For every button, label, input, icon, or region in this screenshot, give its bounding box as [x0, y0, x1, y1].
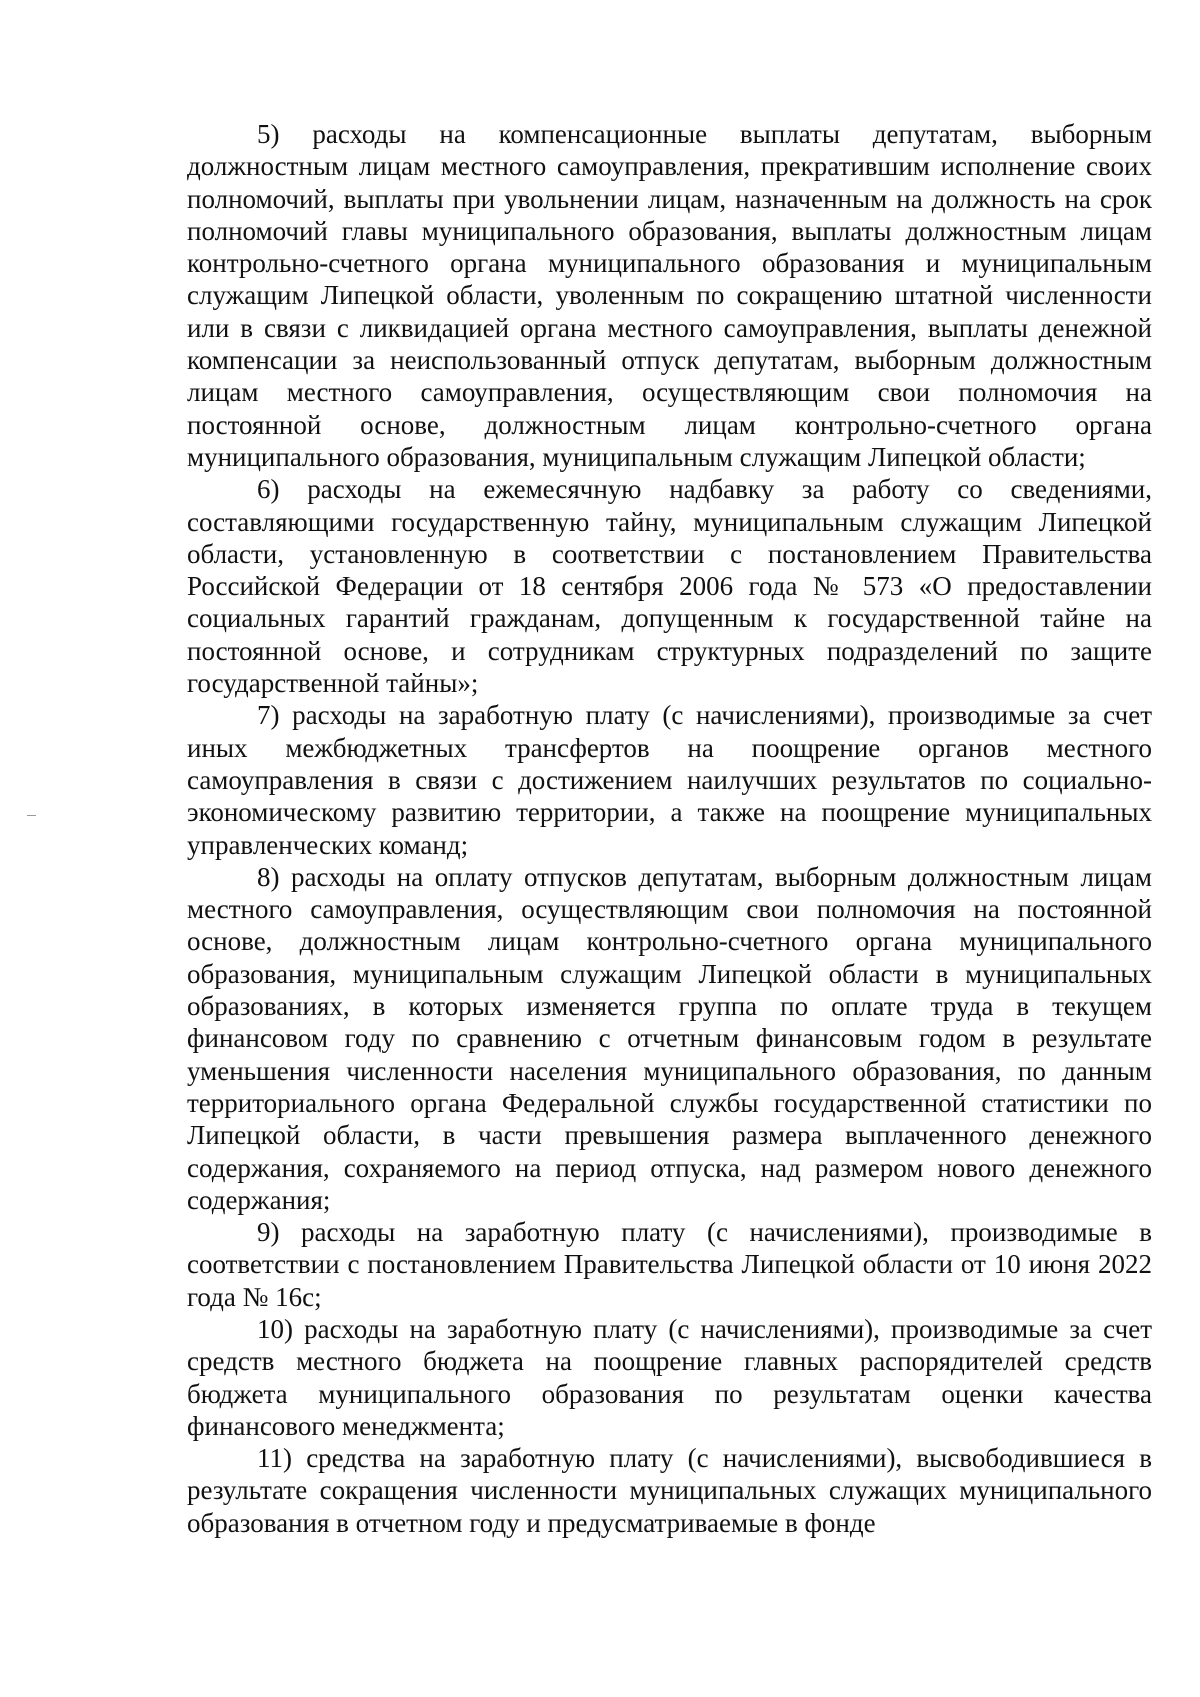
paragraph-item-6: 6) расходы на ежемесячную надбавку за работу со сведениями, составляющими государственную тайну, муниципальным служащим Липецкой области, установленную в соответствии с постановлением Правительства Российской Федерации от 18 сентября 2006 года № 573 «О предоставлении социальных гарантий гражданам, допущенным к государственной тайне на постоянной основе, и сотрудникам структурных подразделений по защите государственной тайны»;	[187, 474, 1152, 699]
paragraph-item-9: 9) расходы на заработную плату (с начислениями), производимые в соответствии с постановлением Правительства Липецкой области от 10 июня 2022 года № 16с;	[187, 1217, 1152, 1312]
document-page	[187, 118, 1152, 1539]
paragraph-item-5: 5) расходы на компенсационные выплаты депутатам, выборным должностным лицам местного самоуправления, прекратившим исполнение своих полномочий, выплаты при увольнении лицам, назначенным на должность на срок полномочий главы муниципального образования, выплаты должностным лицам контрольно-счетного органа муниципального образования и муниципальным служащим Липецкой области, уволенным по сокращению штатной численности или в связи с ликвидацией органа местного самоуправления, выплаты денежной компенсации за неиспользованный отпуск депутатам, выборным должностным лицам местного самоуправления, осуществляющим свои полномочия на постоянной основе, должностным лицам контрольно-счетного органа муниципального образования, муниципальным служащим Липецкой области;	[187, 119, 1152, 472]
paragraph-item-11: 11) средства на заработную плату (с начислениями), высвободившиеся в результате сокращения численности муниципальных служащих муниципального образования в отчетном году и предусматриваемые в фонде	[187, 1443, 1152, 1538]
paragraph-item-8: 8) расходы на оплату отпусков депутатам, выборным должностным лицам местного самоуправления, осуществляющим свои полномочия на постоянной основе, должностным лицам контрольно-счетного органа муниципального образования, муниципальным служащим Липецкой области в муниципальных образованиях, в которых изменяется группа по оплате труда в текущем финансовом году по сравнению с отчетным финансовым годом в результате уменьшения численности населения муниципального образования, по данным территориального органа Федеральной службы государственной статистики по Липецкой области, в части превышения размера выплаченного денежного содержания, сохраняемого на период отпуска, над размером нового денежного содержания;	[187, 861, 1152, 1215]
scan-speck	[27, 815, 36, 816]
paragraph-item-10: 10) расходы на заработную плату (с начислениями), производимые за счет средств местного бюджета на поощрение главных распорядителей средств бюджета муниципального образования по результатам оценки качества финансового менеджмента;	[187, 1313, 1152, 1441]
paragraph-item-7: 7) расходы на заработную плату (с начислениями), производимые за счет иных межбюджетных трансфертов на поощрение органов местного самоуправления в связи с достижением наилучших результатов по социально-экономическому развитию территории, а также на поощрение муниципальных управленческих команд;	[187, 700, 1152, 860]
